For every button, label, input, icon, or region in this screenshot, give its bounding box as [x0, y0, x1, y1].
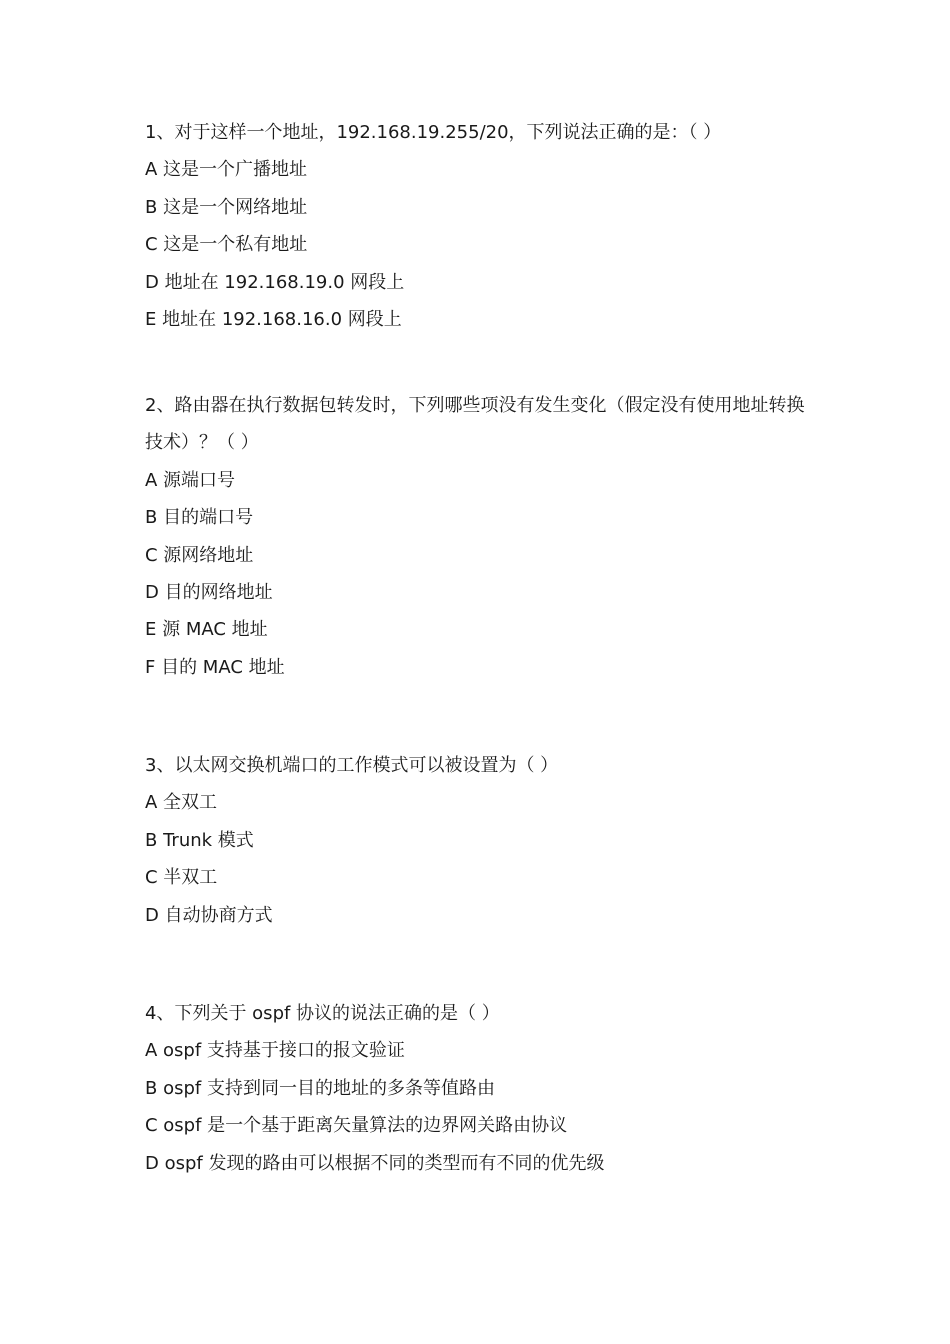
option-a: A 这是一个广播地址: [145, 159, 308, 181]
option-c: C 半双工: [145, 867, 218, 889]
option-c: C 这是一个私有地址: [145, 234, 308, 256]
option-b: B 这是一个网络地址: [145, 196, 308, 218]
option-e: E 地址在 192.168.16.0 网段上: [145, 309, 402, 331]
option-d: D ospf 发现的路由可以根据不同的类型而有不同的优先级: [145, 1152, 605, 1174]
option-a: A ospf 支持基于接口的报文验证: [145, 1040, 405, 1062]
option-f: F 目的 MAC 地址: [145, 656, 285, 678]
option-d: D 自动协商方式: [145, 904, 273, 926]
option-d: D 目的网络地址: [145, 582, 273, 604]
option-c: C ospf 是一个基于距离矢量算法的边界网关路由协议: [145, 1115, 568, 1137]
question-1: [145, 114, 815, 338]
question-3: [145, 747, 815, 934]
option-b: B Trunk 模式: [145, 829, 254, 851]
option-d: D 地址在 192.168.19.0 网段上: [145, 271, 405, 293]
question-title: 4、下列关于 ospf 协议的说法正确的是（ ）: [145, 1003, 500, 1024]
option-b: B 目的端口号: [145, 507, 254, 529]
option-b: B ospf 支持到同一目的地址的多条等值路由: [145, 1077, 495, 1099]
question-title: 1、对于这样一个地址，192.168.19.255/20，下列说法正确的是：（ ）: [145, 122, 722, 143]
option-a: A 全双工: [145, 792, 218, 814]
question-title: 3、以太网交换机端口的工作模式可以被设置为（ ）: [145, 755, 559, 776]
option-e: E 源 MAC 地址: [145, 619, 268, 641]
question-2: [145, 387, 815, 686]
option-c: C 源网络地址: [145, 544, 254, 566]
question-4: [145, 995, 815, 1182]
question-title: 2、路由器在执行数据包转发时，下列哪些项没有发生变化（假定没有使用地址转换技术）？（ ）: [145, 395, 805, 454]
option-a: A 源端口号: [145, 469, 236, 491]
